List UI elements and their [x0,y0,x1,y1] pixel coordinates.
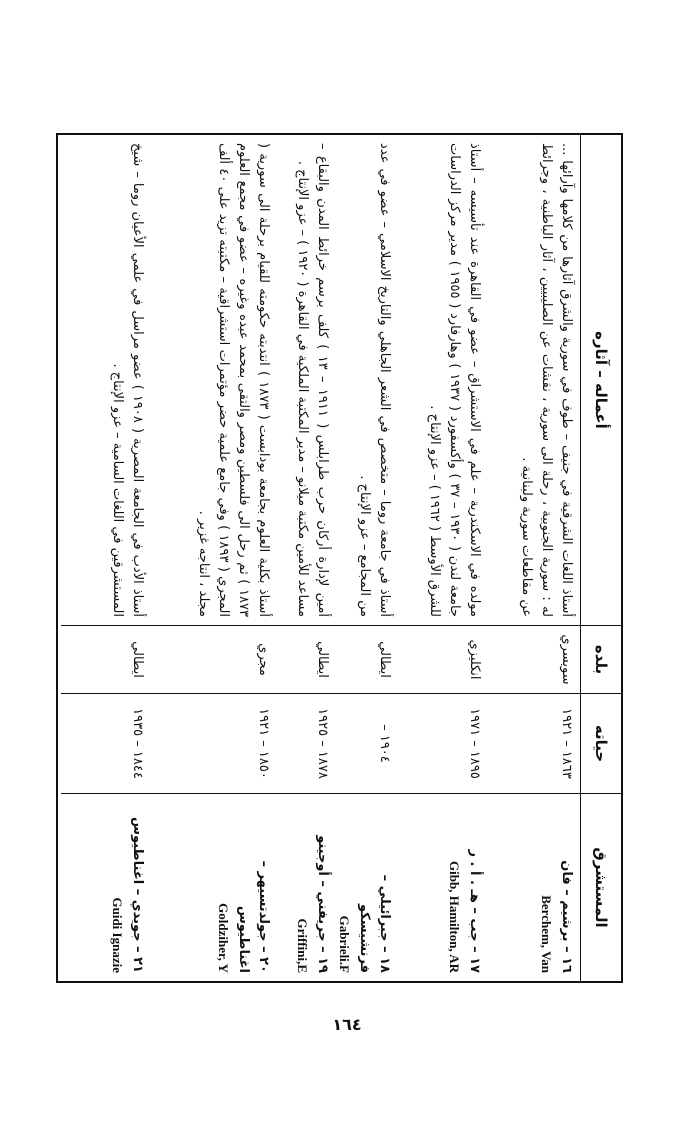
works-text: مولده في الاسكندرية – علم في الاستشراق – عضو في القاهرة عند تأسيسه – أستاذ جامعة لندن ( ١٩٣٠ – ٣٧ ) وأكسفورد ( ١٩٣٧ ) وهارفارد ( ١٩٥٥ ) مدير مركز الدراسات للشرق الأوسط ( ١٩٦٢ ) – عزو الإنتاج . [427,143,482,617]
country-value: ايطالي [315,641,330,678]
country-value: ايطالي [377,641,392,678]
works-text: أستاذ اللغات الشرقية في جنيف – طوف في سورية والشرق آثارها من كلامها وآرائها ... له : سورية الجنوبية ، رحلة الى سورية ، نقشات عن الصليبيين ، آثار الباطنية ، وجرائط عن مقاطعات سورية ولبنانية . [519,143,574,617]
lifespan-value: ١٨٩٥ – ١٩٧١ [467,708,482,779]
biography-table [58,135,621,981]
name-entry: ١٩ – جريفني – أوجينو Griffini,E [295,835,330,973]
table-header-row [580,135,621,981]
lifespan-value: ١٨٥٠ – ١٩٢١ [256,708,271,779]
works-text: أستاذ الأدب في الجامعة المصرية ( ١٩٠٨ ) عضو مراسل في علمي الأعيان روما – شيخ المستشرقين في اللغات السامية – عزو الإنتاج . [110,143,145,617]
column-lifespan [61,693,580,793]
works-text: أستاذ في جامعة روما – متخصص في الشعر الجاهلي والتاريخ الاسلامي – عضو في عدد من المجامع – عزو الإنتاج . [357,143,392,617]
country-value: مجري [256,643,271,676]
name-entry: ١٧ – جب – هـ . أ . ر Gibb, Hamilton, AR [447,849,482,973]
rotated-table-frame [56,133,623,983]
header-orientalist: المستشرق [581,793,621,981]
name-entry: ١٨ – جبرائيلي – فرنشيسكو Gabrieli.F [337,874,392,973]
column-works [61,135,580,625]
works-text: أستاذ بكلية العلوم بجامعة بودابست ( ١٨٧٣ ) انتدبته حكومته للقيام برحلة الى سورية ( ١٨٧٣ ) ثم رحل الى فلسطين ومصر والتقى بمحمد عبده وغيره – عضو في مجمع العلوم المجري ( ١٨٩٣ ) وفي جامع علمية حضر مؤتمرات استشراقية – مكتبته تزيد على ٤٠ ألف مجلد ، انتاجه غزير . [196,143,271,618]
works-text: أمين لإدارة أركان حرب طرابلس ( ١٩١١ – ١٣ ) كلف برسم خرائط المدن والبقاع – مساعد للأمين مكتبة ميلانو – مدير المكتبة الملكية في القاهرة ( ١٩٢٠ ) – عزو الإنتاج . [295,143,330,618]
column-country [61,625,580,693]
name-entry: ٢٠ – جولدتسيهر – اغناطيوس Goldziher, Y [216,860,271,973]
lifespan-value: ١٨٧٨ – ١٩٢٥ [315,708,330,779]
lifespan-value: ١٩٠٤ – [377,724,392,763]
country-value: ايطالي [130,641,145,678]
country-value: انكليزي [467,639,482,680]
table-body [61,135,580,981]
lifespan-value: ١٨٦٣ – ١٩٢١ [559,708,574,779]
header-lifespan: حياته [581,693,621,793]
name-entry: ١٦ – برشيم – فان Berchem, Van [539,860,574,973]
name-entry: ٢١ – جويدي – اغناطيوس Guidi Ignazie [110,817,145,973]
header-country: بلده [581,625,621,693]
page-number: ١٦٤ [332,1015,362,1034]
lifespan-value: ١٨٤٤ – ١٩٣٥ [130,708,145,779]
column-orientalist [61,793,580,981]
country-value: سويسري [559,634,574,685]
header-works: أعماله – آثاره [592,331,610,429]
